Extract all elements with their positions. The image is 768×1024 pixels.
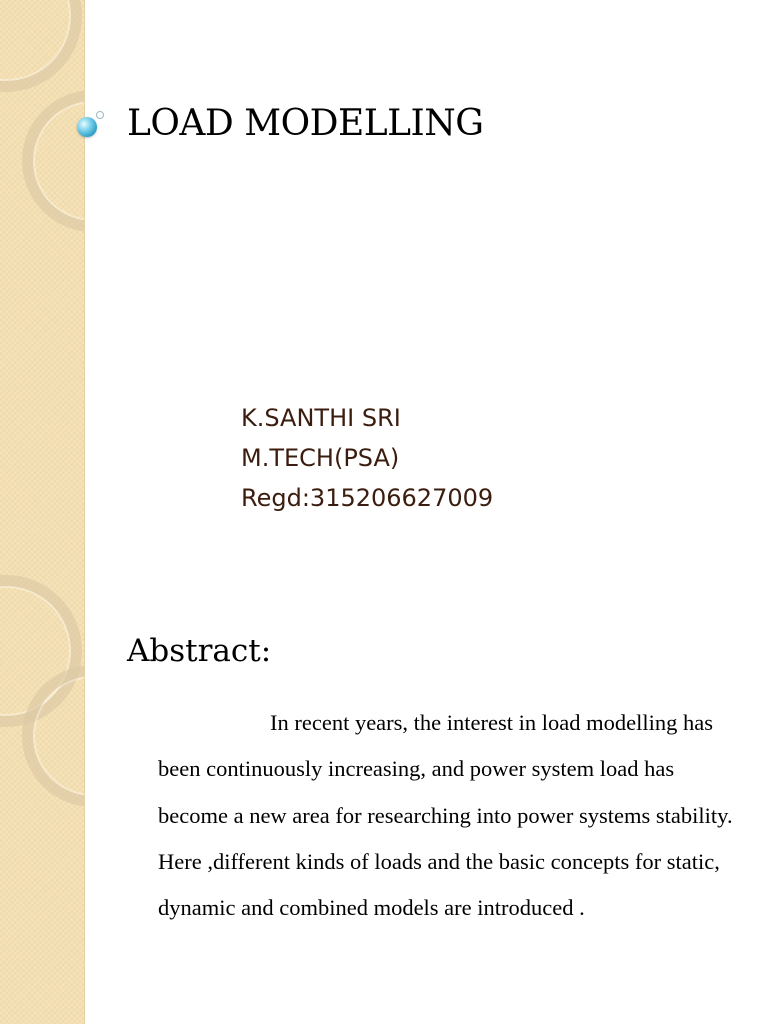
decorative-ring-icon: [0, 0, 82, 92]
slide-title: LOAD MODELLING: [127, 103, 484, 144]
author-program: M.TECH(PSA): [241, 444, 400, 472]
author-block: [241, 398, 493, 518]
author-name: K.SANTHI SRI: [241, 404, 401, 432]
author-regd: Regd:315206627009: [241, 484, 494, 512]
sphere-bullet-icon: [77, 117, 97, 137]
abstract-body: In recent years, the interest in load modelling has been continuously increasing, and power system load has become a new area for researching into power systems stability. Here ,different kinds of loads and the basic concepts for static, dynamic and combined models are introduced .: [158, 710, 733, 921]
decorative-ring-icon: [22, 90, 85, 232]
abstract-heading: Abstract:: [127, 633, 272, 669]
small-circle-bullet-icon: [96, 111, 104, 119]
decorative-left-band: [0, 0, 85, 1024]
